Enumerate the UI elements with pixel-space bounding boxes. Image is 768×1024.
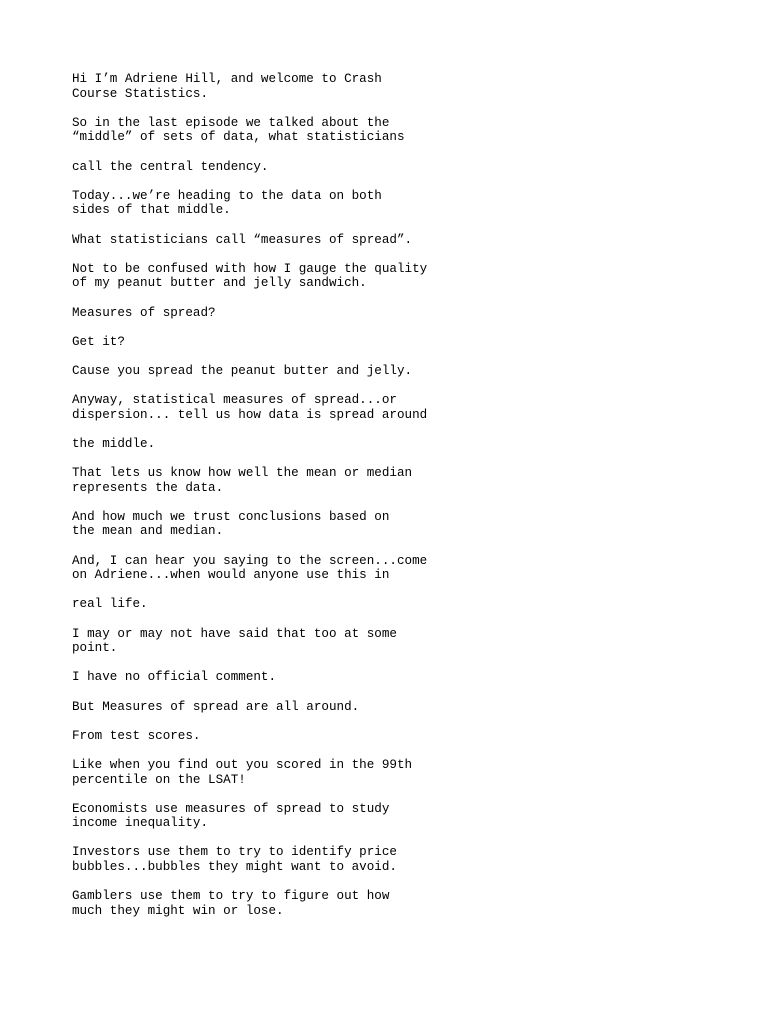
paragraph: Anyway, statistical measures of spread...or dispersion... tell us how data is spread around: [72, 393, 428, 422]
paragraph: I have no official comment.: [72, 670, 277, 685]
paragraph: Hi I’m Adriene Hill, and welcome to Crash Course Statistics.: [72, 72, 382, 101]
paragraph: I may or may not have said that too at some point.: [72, 626, 397, 656]
paragraph: Get it?: [72, 334, 125, 349]
paragraph: Like when you find out you scored in the 99th percentile on the LSAT!: [72, 757, 413, 787]
paragraph: real life.: [72, 597, 148, 612]
paragraph: Measures of spread?: [72, 305, 216, 320]
paragraph: But Measures of spread are all around.: [72, 699, 360, 714]
paragraph: And, I can hear you saying to the screen...come on Adriene...when would anyone use this in: [72, 553, 428, 583]
paragraph: Investors use them to try to identify price bubbles...bubbles they might want to avoid.: [72, 845, 397, 875]
paragraph: Gamblers use them to try to figure out how much they might win or lose.: [72, 889, 390, 918]
paragraph: Economists use measures of spread to study income inequality.: [72, 801, 390, 831]
paragraph: That lets us know how well the mean or median represents the data.: [72, 466, 413, 495]
paragraph: And how much we trust conclusions based on the mean and median.: [72, 509, 390, 539]
paragraph: Not to be confused with how I gauge the quality of my peanut butter and jelly sandwich.: [72, 261, 428, 291]
paragraph: From test scores.: [72, 728, 201, 743]
paragraph: the middle.: [72, 436, 156, 451]
paragraph: call the central tendency.: [72, 159, 269, 174]
transcript-page: [72, 72, 672, 933]
paragraph: Today...we’re heading to the data on both sides of that middle.: [72, 188, 382, 218]
paragraph: So in the last episode we talked about the “middle” of sets of data, what statisticians: [72, 115, 405, 145]
paragraph: What statisticians call “measures of spread”.: [72, 232, 413, 247]
paragraph: Cause you spread the peanut butter and jelly.: [72, 363, 413, 378]
